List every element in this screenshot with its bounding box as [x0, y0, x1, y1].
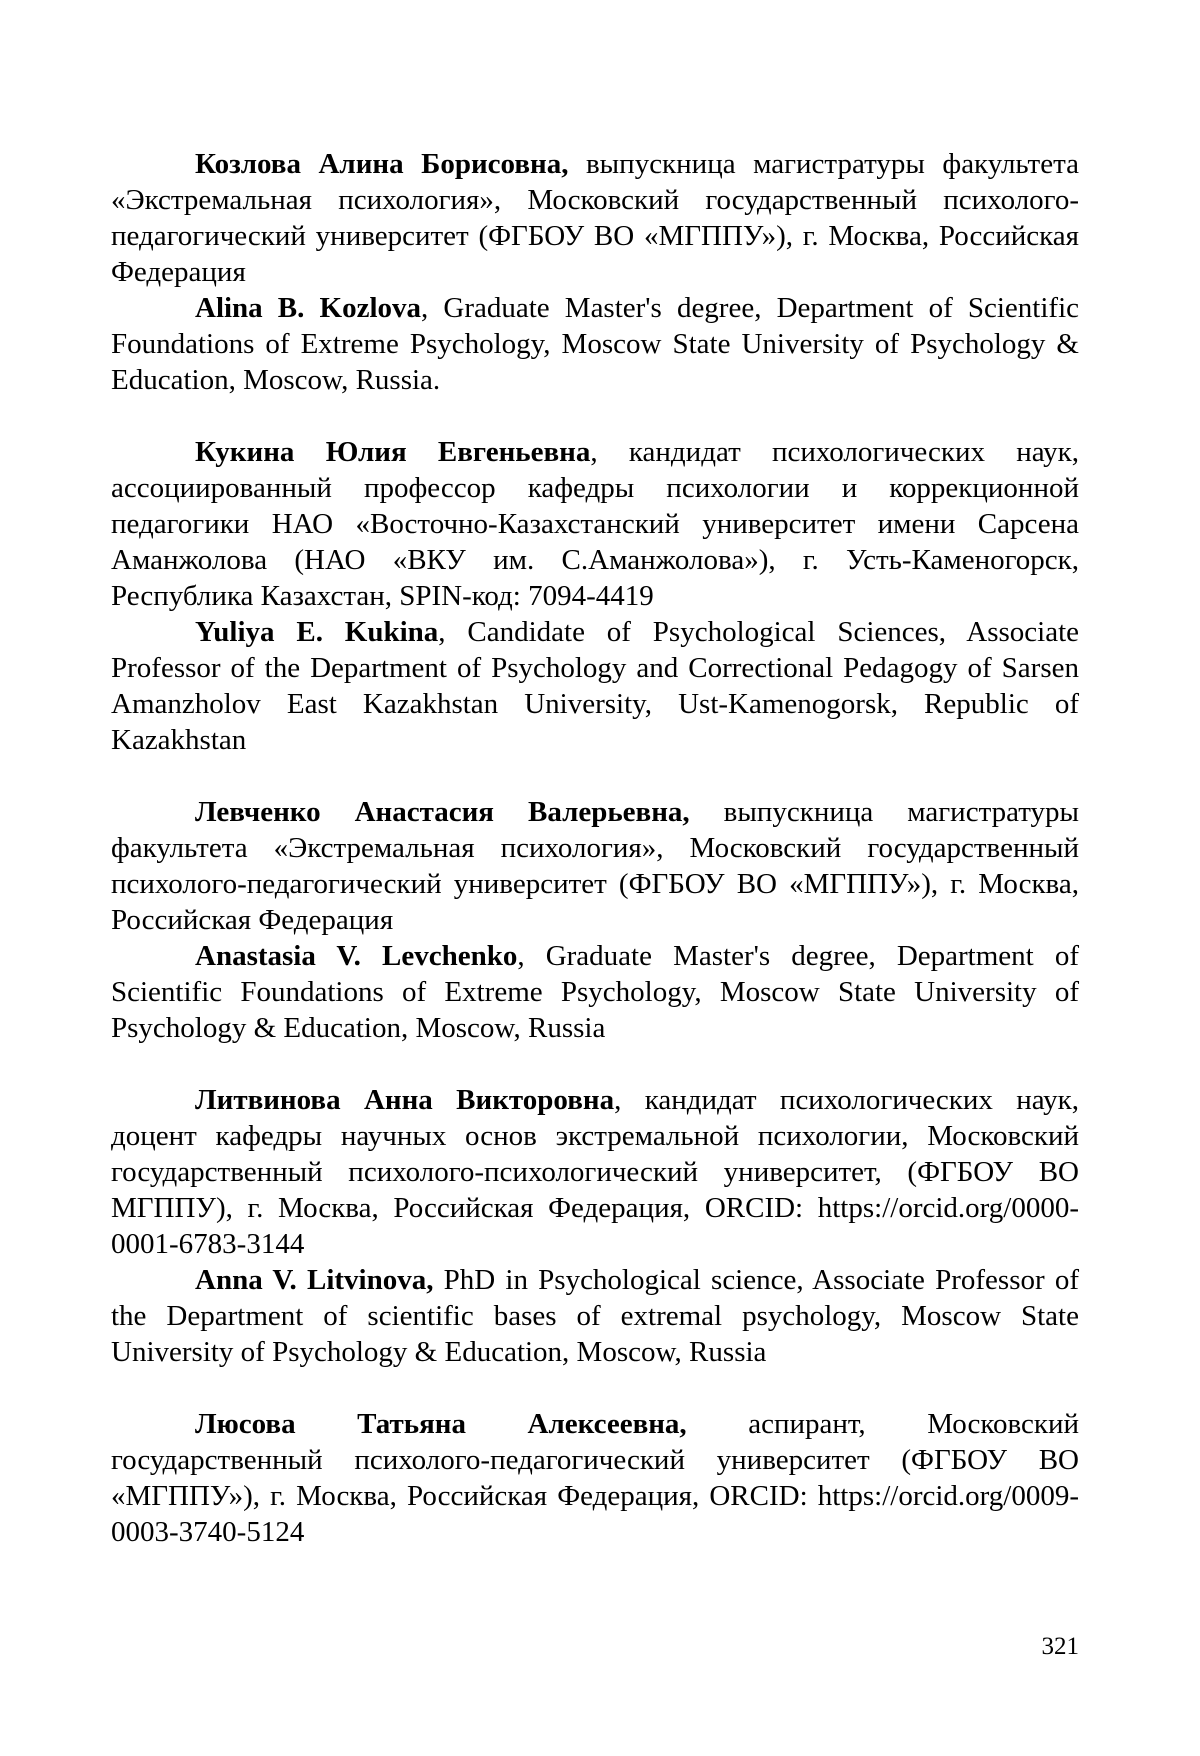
bio-ru: [111, 794, 1079, 938]
author-entry-kozlova: [111, 146, 1079, 398]
bio-ru: [111, 1406, 1079, 1550]
author-entry-kukina: [111, 434, 1079, 758]
bio-text-ru: аспирант, Московский государственный психолого-педагогический университет (ФГБОУ ВО «МГППУ»), г. Москва, Российская Федерация, ORCID: https://orcid.org/0009-0003-3740-5124: [111, 1408, 1079, 1548]
bio-text-en: , Candidate of Psychological Sciences, Associate Professor of the Department of Psychology and Correctional Pedagogy of Sarsen Amanzholov East Kazakhstan University, Ust-Kamenogorsk, Republic of Kazakhstan: [111, 616, 1080, 756]
author-name-ru: Козлова Алина Борисовна,: [195, 148, 569, 180]
author-name-ru: Литвинова Анна Викторовна: [195, 1084, 615, 1116]
page-number: 321: [1041, 1633, 1079, 1660]
author-name-en: Yuliya E. Kukina: [195, 616, 439, 648]
bio-en: [111, 290, 1079, 398]
author-name-en: Anastasia V. Levchenko: [195, 940, 518, 972]
bio-text-ru: выпускница магистратуры факультета «Экстремальная психология», Московский государственный психолого-педагогический университет (ФГБОУ ВО «МГППУ»), г. Москва, Российская Федерация: [111, 148, 1080, 288]
author-entry-levchenko: [111, 794, 1079, 1046]
bio-text-ru: , кандидат психологических наук, доцент кафедры научных основ экстремальной психологии, Московский государственный психолого-психологический университет, (ФГБОУ ВО МГППУ), г. Москва, Российская Федерация, ORCID: https://orcid.org/0000-0001-6783-3144: [111, 1084, 1080, 1260]
author-name-ru: Левченко Анастасия Валерьевна,: [195, 796, 690, 828]
bio-en: [111, 614, 1079, 758]
bio-text-en: PhD in Psychological science, Associate Professor of the Department of scientific bases of extremal psychology, Moscow State University of Psychology & Education, Moscow, Russia: [111, 1264, 1079, 1368]
author-entry-lyusova: [111, 1406, 1079, 1550]
author-name-ru: Люсова Татьяна Алексеевна,: [195, 1408, 687, 1440]
bio-text-ru: , кандидат психологических наук, ассоциированный профессор кафедры психологии и коррекционной педагогики НАО «Восточно-Казахстанский университет имени Сарсена Аманжолова (НАО «ВКУ им. С.Аманжолова»), г. Усть-Каменогорск, Республика Казахстан, SPIN-код: 7094-4419: [111, 436, 1079, 612]
bio-ru: [111, 1082, 1079, 1262]
bio-text-ru: выпускница магистратуры факультета «Экстремальная психология», Московский государственный психолого-педагогический университет (ФГБОУ ВО «МГППУ»), г. Москва, Российская Федерация: [111, 796, 1079, 936]
bio-text-en: , Graduate Master's degree, Department of Scientific Foundations of Extreme Psychology, Moscow State University of Psychology & Education, Moscow, Russia: [111, 940, 1079, 1044]
author-bios: [111, 146, 1079, 1586]
author-name-en: Anna V. Litvinova,: [195, 1264, 434, 1296]
bio-ru: [111, 146, 1079, 290]
bio-en: [111, 1262, 1079, 1370]
author-entry-litvinova: [111, 1082, 1079, 1370]
bio-text-en: , Graduate Master's degree, Department of Scientific Foundations of Extreme Psychology, Moscow State University of Psychology & Education, Moscow, Russia.: [111, 292, 1079, 396]
author-name-en: Alina B. Kozlova: [195, 292, 422, 324]
bio-ru: [111, 434, 1079, 614]
author-name-ru: Кукина Юлия Евгеньевна: [195, 436, 591, 468]
bio-en: [111, 938, 1079, 1046]
